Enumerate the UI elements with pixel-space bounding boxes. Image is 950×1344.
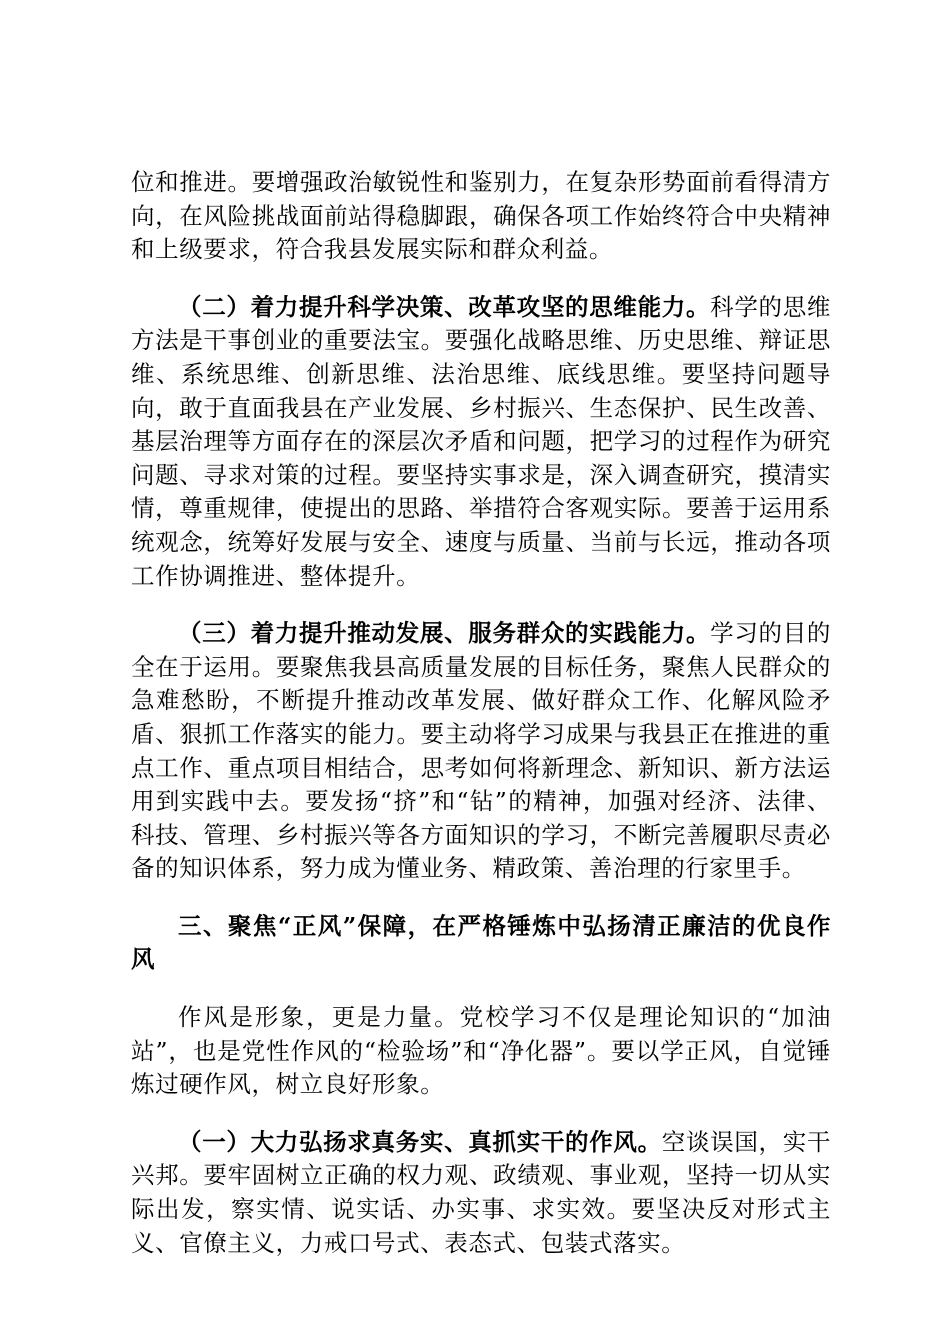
document-page (131, 166, 831, 1260)
paragraph-style-intro (131, 1001, 831, 1102)
subsection-heading: （三）着力提升推动发展、服务群众的实践能力。 (178, 619, 711, 648)
subsection-heading: （二）着力提升科学决策、改革攻坚的思维能力。 (178, 292, 711, 321)
paragraph-pragmatic-style (131, 1126, 831, 1260)
paragraph-text: 作风是形象，更是力量。党校学习不仅是理论知识的“加油站”，也是党性作风的“检验场”和“净化器”。要以学正风，自觉锤炼过硬作风，树立良好形象。 (131, 1003, 831, 1099)
paragraph-continuation (131, 166, 831, 267)
paragraph-text: 空谈误国，实干兴邦。要牢固树立正确的权力观、政绩观、事业观，坚持一切从实际出发，察实情、说实话、办实事、求实效。要坚决反对形式主义、官僚主义，力戒口号式、表态式、包装式落实。 (131, 1127, 832, 1257)
section-heading: 三、聚焦“正风”保障，在严格锤炼中弘扬清正廉洁的优良作风 (131, 911, 831, 974)
paragraph-thinking-ability (131, 291, 831, 593)
paragraph-text: 学习的目的全在于运用。要聚焦我县高质量发展的目标任务，聚焦人民群众的急难愁盼，不断提升推动改革发展、做好群众工作、化解风险矛盾、狠抓工作落实的能力。要主动将学习成果与我县正在推进的重点工作、重点项目相结合，思考如何将新理念、新知识、新方法运用到实践中去。要发扬“挤”和“钻”的精神，加强对经济、法律、科技、管理、乡村振兴等各方面知识的学习，不断完善履职尽责必备的知识体系，努力成为懂业务、精政策、善治理的行家里手。 (131, 619, 832, 883)
paragraph-practice-ability (131, 617, 831, 886)
paragraph-text: 科学的思维方法是干事创业的重要法宝。要强化战略思维、历史思维、辩证思维、系统思维、创新思维、法治思维、底线思维。要坚持问题导向，敢于直面我县在产业发展、乡村振兴、生态保护、民生改善、基层治理等方面存在的深层次矛盾和问题，把学习的过程作为研究问题、寻求对策的过程。要坚持实事求是，深入调查研究，摸清实情，尊重规律，使提出的思路、举措符合客观实际。要善于运用系统观念，统筹好发展与安全、速度与质量、当前与长远，推动各项工作协调推进、整体提升。 (131, 292, 832, 590)
paragraph-text: 位和推进。要增强政治敏锐性和鉴别力，在复杂形势面前看得清方向，在风险挑战面前站得稳脚跟，确保各项工作始终符合中央精神和上级要求，符合我县发展实际和群众利益。 (131, 168, 831, 264)
subsection-heading: （一）大力弘扬求真务实、真抓实干的作风。 (178, 1127, 662, 1156)
